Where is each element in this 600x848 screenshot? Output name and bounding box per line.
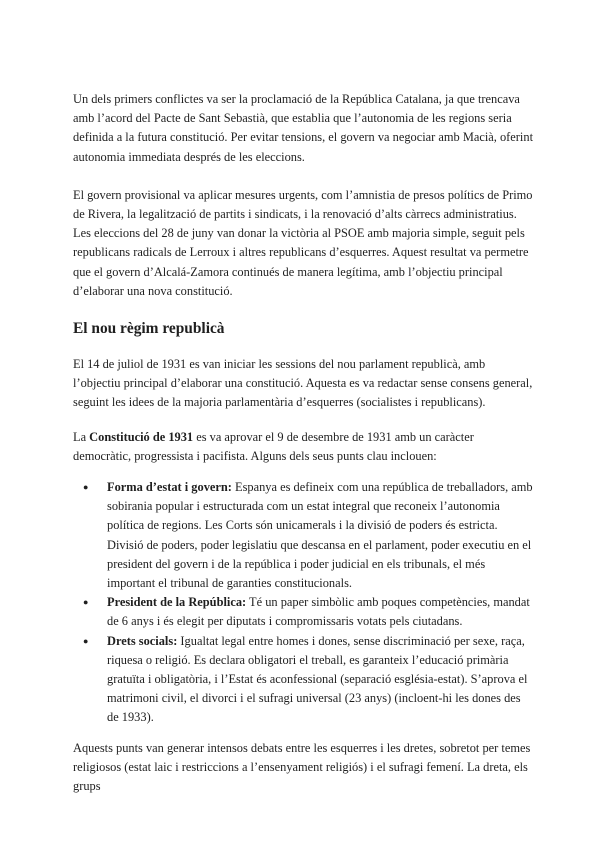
list-item-president	[107, 593, 533, 631]
constitution-prefix: La	[73, 429, 90, 444]
list-item-text: Té un paper simbòlic amb poques competències, mandat de 6 anys i és elegit per diputats i compromissaris votats pels ciutadans.	[107, 595, 530, 629]
paragraph-constitution	[73, 428, 533, 466]
list-item-term: President de la República:	[107, 595, 247, 610]
constitution-suffix: es va aprovar el 9 de desembre de 1931 amb un caràcter democràtic, progressista i pacifista. Alguns dels seus punts clau inclouen:	[73, 429, 474, 463]
section-heading: El nou règim republicà	[73, 320, 225, 338]
list-item-term: Drets socials:	[107, 633, 178, 648]
list-item-state-form	[107, 478, 533, 593]
list-item-term: Forma d’estat i govern:	[107, 480, 232, 495]
paragraph-debates: Aquests punts van generar intensos debats entre les esquerres i les dretes, sobretot per temes religiosos (estat laic i restriccions a l’ensenyament religiós) i el sufragi femení. La dreta, els grups	[73, 740, 531, 794]
constitution-term: Constitució de 1931	[89, 429, 194, 444]
list-item-social-rights	[107, 632, 533, 728]
paragraph-catalan-republic: Un dels primers conflictes va ser la proclamació de la República Catalana, ja que trencava amb l’acord del Pacte de Sant Sebastià, que establia que l’autonomia de les regions seria definida a la futura constitució. Per evitar tensions, el govern va negociar amb Macià, oferint autonomia immediata després de les eleccions.	[73, 92, 534, 164]
paragraph-provisional-government: El govern provisional va aplicar mesures urgents, com l’amnistia de presos polítics de Primo de Rivera, la legalització de partits i sindicats, i la renovació d’alts càrrecs administratius. Les eleccions del 28 de juny van donar la victòria al PSOE amb majoria simple, seguit pels republicans radicals de Lerroux i altres republicans d’esquerres. Aquest resultat va permetre que el govern d’Alcalá-Zamora continués de manera legítima, amb l’objectiu principal d’elaborar una nova constitució.	[73, 187, 533, 298]
document-body	[73, 90, 533, 796]
list-item-text: Igualtat legal entre homes i dones, sense discriminació per sexe, raça, riquesa o religió. Es declara obligatori el treball, es garanteix l’educació primària gratuïta i obligatòria, i l’Estat és aconfessional (separació església-estat). S’aprova el matrimoni civil, el divorci i el sufragi universal (23 anys) (incloent-hi les dones des de 1933).	[107, 633, 528, 725]
paragraph-new-parliament: El 14 de juliol de 1931 es van iniciar les sessions del nou parlament republicà, amb l’objectiu principal d’elaborar una constitució. Aquesta es va redactar sense consens general, seguint les idees de la majoria parlamentària d’esquerres (socialistes i republicans).	[73, 357, 533, 410]
list-item-text: Espanya es defineix com una república de treballadors, amb sobirania popular i estructurada com un estat integral que reconeix l’autonomia política de regions. Les Corts són unicamerals i la divisió de poders és estricta. Divisió de poders, poder legislatiu que descansa en el parlament, poder executiu en el president del govern i de la república i poder judicial en els tribunals, el més important el tribunal de garanties constitucionals.	[107, 480, 533, 591]
key-points-list	[73, 478, 533, 728]
